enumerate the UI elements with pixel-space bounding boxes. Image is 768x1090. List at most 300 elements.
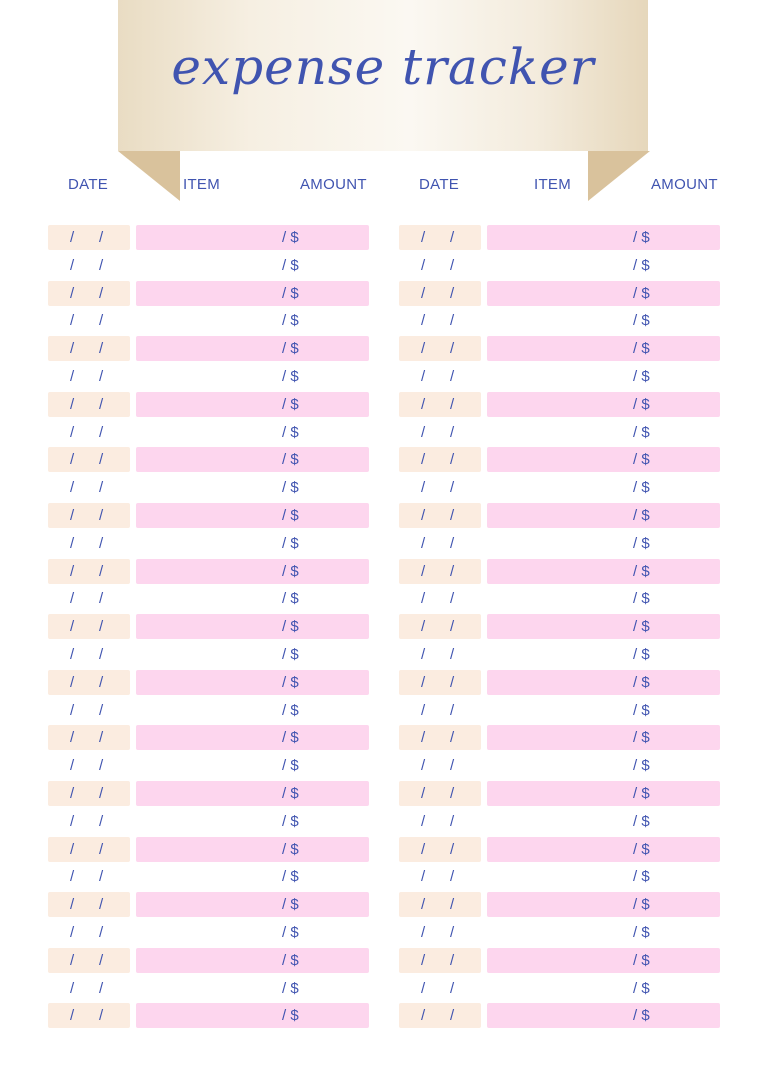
amount-currency: / $ <box>633 868 650 886</box>
amount-currency: / $ <box>282 840 299 858</box>
date-separator: / <box>421 757 426 775</box>
date-separator: / <box>421 645 426 663</box>
table-row <box>48 837 369 865</box>
table-row <box>48 976 369 1004</box>
date-field[interactable] <box>48 725 130 750</box>
date-field[interactable] <box>48 753 130 778</box>
date-separator: / <box>421 701 426 719</box>
amount-currency: / $ <box>633 757 650 775</box>
item-field[interactable] <box>136 225 369 250</box>
date-separator: / <box>450 951 455 969</box>
item-field[interactable] <box>487 503 720 528</box>
item-field[interactable] <box>136 420 369 445</box>
table-row <box>48 531 369 559</box>
date-field[interactable] <box>399 253 481 278</box>
date-field[interactable] <box>48 559 130 584</box>
date-separator: / <box>70 645 75 663</box>
date-separator: / <box>421 923 426 941</box>
item-field[interactable] <box>487 976 720 1001</box>
date-separator: / <box>99 1007 104 1025</box>
item-field[interactable] <box>136 503 369 528</box>
amount-currency: / $ <box>282 479 299 497</box>
date-field[interactable] <box>399 336 481 361</box>
date-field[interactable] <box>399 1003 481 1028</box>
header-date-right: DATE <box>419 176 460 193</box>
date-field[interactable] <box>399 976 481 1001</box>
date-separator: / <box>450 868 455 886</box>
table-row <box>399 948 720 976</box>
date-separator: / <box>70 840 75 858</box>
header-amount-left: AMOUNT <box>300 176 367 193</box>
amount-currency: / $ <box>633 395 650 413</box>
table-row <box>399 281 720 309</box>
table-row <box>399 447 720 475</box>
date-field[interactable] <box>48 892 130 917</box>
item-field[interactable] <box>136 837 369 862</box>
table-row <box>399 670 720 698</box>
date-field[interactable] <box>399 225 481 250</box>
table-row <box>48 781 369 809</box>
item-field[interactable] <box>487 225 720 250</box>
date-field[interactable] <box>399 503 481 528</box>
item-field[interactable] <box>136 1003 369 1028</box>
amount-currency: / $ <box>282 451 299 469</box>
amount-currency: / $ <box>633 229 650 246</box>
table-row <box>399 809 720 837</box>
date-field[interactable] <box>48 781 130 806</box>
date-separator: / <box>450 896 455 914</box>
date-separator: / <box>70 951 75 969</box>
date-field[interactable] <box>399 753 481 778</box>
date-separator: / <box>450 562 455 580</box>
date-separator: / <box>450 923 455 941</box>
item-field[interactable] <box>487 725 720 750</box>
amount-currency: / $ <box>282 284 299 302</box>
amount-currency: / $ <box>282 395 299 413</box>
amount-currency: / $ <box>282 1007 299 1025</box>
item-field[interactable] <box>136 920 369 945</box>
item-field[interactable] <box>136 864 369 889</box>
item-field[interactable] <box>136 614 369 639</box>
date-separator: / <box>99 951 104 969</box>
date-separator: / <box>450 506 455 524</box>
date-separator: / <box>99 479 104 497</box>
date-separator: / <box>99 896 104 914</box>
date-separator: / <box>450 812 455 830</box>
date-field[interactable] <box>399 892 481 917</box>
date-field[interactable] <box>48 976 130 1001</box>
amount-currency: / $ <box>282 673 299 691</box>
date-field[interactable] <box>399 670 481 695</box>
item-field[interactable] <box>136 336 369 361</box>
table-row <box>399 976 720 1004</box>
item-field[interactable] <box>487 281 720 306</box>
date-separator: / <box>421 451 426 469</box>
table-row <box>399 364 720 392</box>
header-date-left: DATE <box>68 176 109 193</box>
date-field[interactable] <box>399 447 481 472</box>
item-field[interactable] <box>487 559 720 584</box>
item-field[interactable] <box>487 586 720 611</box>
item-field[interactable] <box>136 447 369 472</box>
date-field[interactable] <box>48 225 130 250</box>
table-row <box>48 336 369 364</box>
date-field[interactable] <box>399 420 481 445</box>
date-field[interactable] <box>48 698 130 723</box>
date-field[interactable] <box>48 364 130 389</box>
table-row <box>399 892 720 920</box>
date-field[interactable] <box>399 392 481 417</box>
date-separator: / <box>450 256 455 274</box>
date-separator: / <box>99 451 104 469</box>
date-field[interactable] <box>48 392 130 417</box>
date-separator: / <box>450 757 455 775</box>
table-row <box>399 698 720 726</box>
amount-currency: / $ <box>282 229 299 246</box>
date-separator: / <box>70 812 75 830</box>
amount-currency: / $ <box>282 618 299 636</box>
amount-currency: / $ <box>633 618 650 636</box>
date-separator: / <box>99 729 104 747</box>
amount-currency: / $ <box>282 757 299 775</box>
amount-currency: / $ <box>633 1007 650 1025</box>
amount-currency: / $ <box>633 840 650 858</box>
amount-currency: / $ <box>633 923 650 941</box>
date-separator: / <box>450 284 455 302</box>
date-separator: / <box>70 534 75 552</box>
date-separator: / <box>421 423 426 441</box>
table-row <box>399 920 720 948</box>
date-separator: / <box>450 395 455 413</box>
date-separator: / <box>450 729 455 747</box>
amount-currency: / $ <box>633 896 650 914</box>
amount-currency: / $ <box>633 367 650 385</box>
table-row <box>399 642 720 670</box>
table-row <box>399 864 720 892</box>
item-field[interactable] <box>136 698 369 723</box>
item-field[interactable] <box>487 447 720 472</box>
table-row <box>48 253 369 281</box>
table-row <box>48 892 369 920</box>
date-separator: / <box>70 784 75 802</box>
item-field[interactable] <box>136 670 369 695</box>
item-field[interactable] <box>487 531 720 556</box>
date-field[interactable] <box>399 948 481 973</box>
table-row <box>48 670 369 698</box>
date-separator: / <box>70 340 75 358</box>
date-field[interactable] <box>48 837 130 862</box>
date-field[interactable] <box>48 920 130 945</box>
item-field[interactable] <box>136 753 369 778</box>
item-field[interactable] <box>136 475 369 500</box>
amount-currency: / $ <box>282 645 299 663</box>
item-field[interactable] <box>136 948 369 973</box>
date-field[interactable] <box>48 281 130 306</box>
amount-currency: / $ <box>282 951 299 969</box>
item-field[interactable] <box>487 837 720 862</box>
table-row <box>399 586 720 614</box>
date-field[interactable] <box>48 420 130 445</box>
date-field[interactable] <box>48 447 130 472</box>
item-field[interactable] <box>136 809 369 834</box>
date-separator: / <box>450 423 455 441</box>
item-field[interactable] <box>136 642 369 667</box>
table-row <box>48 642 369 670</box>
table-row <box>48 392 369 420</box>
amount-currency: / $ <box>633 784 650 802</box>
date-separator: / <box>70 1007 75 1025</box>
item-field[interactable] <box>487 948 720 973</box>
date-field[interactable] <box>399 614 481 639</box>
item-field[interactable] <box>136 725 369 750</box>
item-field[interactable] <box>136 531 369 556</box>
date-separator: / <box>70 506 75 524</box>
item-field[interactable] <box>136 976 369 1001</box>
item-field[interactable] <box>487 253 720 278</box>
date-field[interactable] <box>48 475 130 500</box>
date-separator: / <box>450 479 455 497</box>
amount-currency: / $ <box>282 979 299 997</box>
date-field[interactable] <box>48 864 130 889</box>
date-separator: / <box>99 229 104 246</box>
date-separator: / <box>450 840 455 858</box>
date-separator: / <box>421 1007 426 1025</box>
table-row <box>399 837 720 865</box>
date-field[interactable] <box>399 531 481 556</box>
date-field[interactable] <box>48 670 130 695</box>
item-field[interactable] <box>487 475 720 500</box>
date-field[interactable] <box>48 642 130 667</box>
item-field[interactable] <box>136 892 369 917</box>
date-separator: / <box>70 367 75 385</box>
date-separator: / <box>450 979 455 997</box>
date-separator: / <box>70 923 75 941</box>
item-field[interactable] <box>487 392 720 417</box>
date-separator: / <box>99 618 104 636</box>
table-row <box>399 725 720 753</box>
date-separator: / <box>450 1007 455 1025</box>
date-field[interactable] <box>399 864 481 889</box>
date-separator: / <box>450 367 455 385</box>
date-separator: / <box>99 840 104 858</box>
date-separator: / <box>450 229 455 246</box>
date-field[interactable] <box>399 920 481 945</box>
banner-fold-left <box>118 151 180 201</box>
table-row <box>48 475 369 503</box>
title-banner <box>118 0 648 151</box>
date-separator: / <box>421 618 426 636</box>
item-field[interactable] <box>136 281 369 306</box>
date-separator: / <box>70 896 75 914</box>
date-separator: / <box>450 645 455 663</box>
table-row <box>399 475 720 503</box>
amount-currency: / $ <box>282 423 299 441</box>
item-field[interactable] <box>487 308 720 333</box>
amount-currency: / $ <box>282 923 299 941</box>
amount-currency: / $ <box>282 534 299 552</box>
date-field[interactable] <box>399 809 481 834</box>
item-field[interactable] <box>487 420 720 445</box>
table-row <box>48 225 369 253</box>
amount-currency: / $ <box>282 256 299 274</box>
table-row <box>48 614 369 642</box>
table-row <box>48 559 369 587</box>
date-separator: / <box>99 784 104 802</box>
item-field[interactable] <box>136 253 369 278</box>
date-separator: / <box>99 590 104 608</box>
date-separator: / <box>99 367 104 385</box>
date-separator: / <box>421 256 426 274</box>
table-row <box>48 920 369 948</box>
date-field[interactable] <box>399 281 481 306</box>
date-separator: / <box>70 757 75 775</box>
table-row <box>399 225 720 253</box>
date-separator: / <box>421 562 426 580</box>
date-field[interactable] <box>399 837 481 862</box>
item-field[interactable] <box>487 642 720 667</box>
table-row <box>399 336 720 364</box>
date-field[interactable] <box>48 503 130 528</box>
date-separator: / <box>421 506 426 524</box>
date-separator: / <box>450 451 455 469</box>
date-separator: / <box>99 312 104 330</box>
date-separator: / <box>99 506 104 524</box>
amount-currency: / $ <box>633 534 650 552</box>
date-field[interactable] <box>399 364 481 389</box>
date-field[interactable] <box>48 253 130 278</box>
date-field[interactable] <box>48 308 130 333</box>
date-separator: / <box>99 562 104 580</box>
date-field[interactable] <box>48 336 130 361</box>
table-row <box>399 753 720 781</box>
date-separator: / <box>421 340 426 358</box>
amount-currency: / $ <box>282 896 299 914</box>
date-separator: / <box>99 645 104 663</box>
page-title: expense tracker <box>171 38 595 96</box>
date-separator: / <box>421 868 426 886</box>
amount-currency: / $ <box>633 479 650 497</box>
date-separator: / <box>421 840 426 858</box>
date-separator: / <box>421 729 426 747</box>
item-field[interactable] <box>487 670 720 695</box>
date-field[interactable] <box>48 531 130 556</box>
amount-currency: / $ <box>633 729 650 747</box>
date-separator: / <box>421 951 426 969</box>
date-separator: / <box>421 395 426 413</box>
date-separator: / <box>99 757 104 775</box>
item-field[interactable] <box>487 920 720 945</box>
date-field[interactable] <box>399 781 481 806</box>
amount-currency: / $ <box>282 312 299 330</box>
item-field[interactable] <box>136 308 369 333</box>
date-field[interactable] <box>48 586 130 611</box>
date-separator: / <box>70 618 75 636</box>
table-row <box>399 308 720 336</box>
date-field[interactable] <box>48 614 130 639</box>
amount-currency: / $ <box>633 979 650 997</box>
date-separator: / <box>70 729 75 747</box>
date-field[interactable] <box>48 948 130 973</box>
date-separator: / <box>421 312 426 330</box>
date-separator: / <box>421 979 426 997</box>
date-separator: / <box>421 673 426 691</box>
item-field[interactable] <box>136 364 369 389</box>
table-row <box>48 698 369 726</box>
date-separator: / <box>99 256 104 274</box>
item-field[interactable] <box>136 392 369 417</box>
date-separator: / <box>450 340 455 358</box>
item-field[interactable] <box>487 864 720 889</box>
date-field[interactable] <box>399 559 481 584</box>
date-separator: / <box>70 868 75 886</box>
date-field[interactable] <box>399 475 481 500</box>
date-separator: / <box>99 395 104 413</box>
amount-currency: / $ <box>633 673 650 691</box>
item-field[interactable] <box>487 336 720 361</box>
table-row <box>399 503 720 531</box>
date-separator: / <box>70 395 75 413</box>
date-field[interactable] <box>399 586 481 611</box>
date-separator: / <box>99 868 104 886</box>
amount-currency: / $ <box>282 506 299 524</box>
amount-currency: / $ <box>633 645 650 663</box>
item-field[interactable] <box>136 559 369 584</box>
amount-currency: / $ <box>282 367 299 385</box>
date-separator: / <box>99 340 104 358</box>
date-separator: / <box>70 701 75 719</box>
date-field[interactable] <box>399 642 481 667</box>
item-field[interactable] <box>487 614 720 639</box>
item-field[interactable] <box>487 809 720 834</box>
table-row <box>399 420 720 448</box>
date-field[interactable] <box>48 809 130 834</box>
item-field[interactable] <box>487 753 720 778</box>
amount-currency: / $ <box>633 506 650 524</box>
header-item-right: ITEM <box>534 176 572 193</box>
date-separator: / <box>99 423 104 441</box>
header-item-left: ITEM <box>183 176 221 193</box>
date-separator: / <box>99 284 104 302</box>
date-field[interactable] <box>399 308 481 333</box>
expense-column-right <box>399 225 720 1031</box>
item-field[interactable] <box>487 698 720 723</box>
date-separator: / <box>421 590 426 608</box>
table-row <box>48 725 369 753</box>
item-field[interactable] <box>136 586 369 611</box>
table-row <box>48 586 369 614</box>
date-separator: / <box>421 284 426 302</box>
table-row <box>48 364 369 392</box>
table-row <box>48 864 369 892</box>
date-separator: / <box>450 534 455 552</box>
date-field[interactable] <box>399 725 481 750</box>
date-separator: / <box>450 701 455 719</box>
item-field[interactable] <box>487 892 720 917</box>
amount-currency: / $ <box>282 812 299 830</box>
amount-currency: / $ <box>282 562 299 580</box>
table-row <box>399 1003 720 1031</box>
date-separator: / <box>450 590 455 608</box>
item-field[interactable] <box>136 781 369 806</box>
item-field[interactable] <box>487 1003 720 1028</box>
date-separator: / <box>70 479 75 497</box>
amount-currency: / $ <box>633 590 650 608</box>
item-field[interactable] <box>487 364 720 389</box>
item-field[interactable] <box>487 781 720 806</box>
date-field[interactable] <box>399 698 481 723</box>
amount-currency: / $ <box>282 340 299 358</box>
date-field[interactable] <box>48 1003 130 1028</box>
